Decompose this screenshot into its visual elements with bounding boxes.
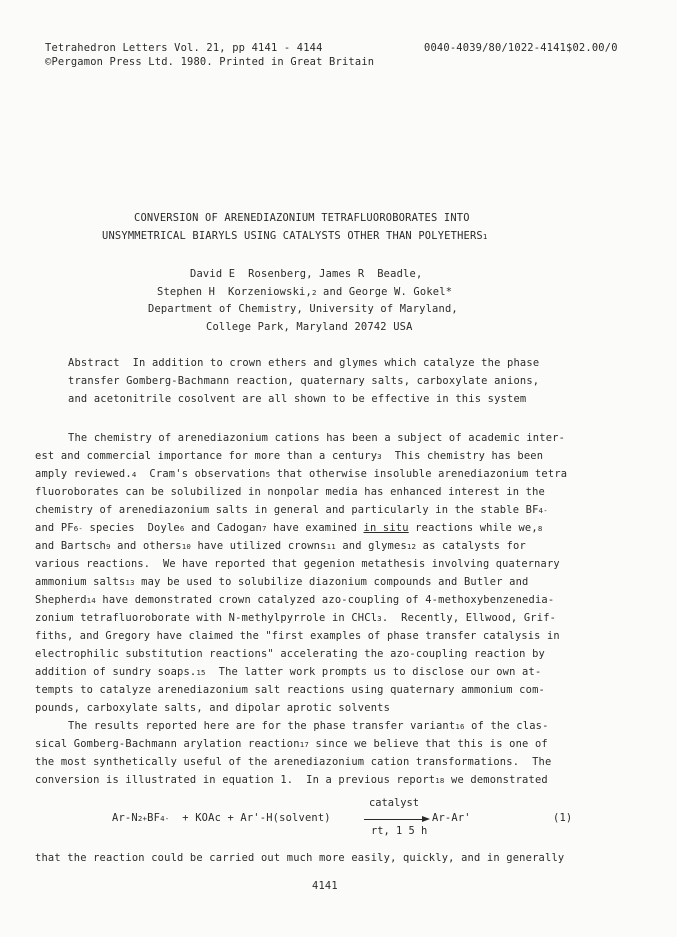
in-situ-underlined: in situ bbox=[363, 522, 409, 534]
equation-conditions: rt, 1 5 h bbox=[371, 825, 428, 837]
text-run: and PF bbox=[35, 522, 74, 534]
text-run: and Cadogan bbox=[184, 522, 263, 534]
journal-citation: Tetrahedron Letters Vol. 21, pp 4141 - 4144 bbox=[45, 42, 323, 54]
text-run: The results reported here are for the phase transfer variant bbox=[68, 720, 456, 732]
author-gokel: and George W. Gokel* bbox=[316, 286, 453, 298]
text-run: BF bbox=[147, 812, 161, 824]
body-line: and Bartsch 9 and others 10 have utilized crowns 11 and glymes 12 as catalysts for bbox=[35, 540, 526, 552]
text-run: conversion is illustrated in equation 1. In a previous report bbox=[35, 774, 436, 786]
body-line: pounds, carboxylate salts, and dipolar aprotic solvents bbox=[35, 702, 391, 714]
text-run: and glymes bbox=[335, 540, 407, 552]
body-line: The chemistry of arenediazonium cations has been a subject of academic inter- bbox=[68, 432, 566, 444]
body-line: The results reported here are for the phase transfer variant 16 of the clas- bbox=[68, 720, 549, 732]
affiliation-line-2: College Park, Maryland 20742 USA bbox=[206, 321, 413, 333]
page-number: 4141 bbox=[312, 880, 338, 892]
text-run: that otherwise insoluble arenediazonium tetra bbox=[270, 468, 568, 480]
body-line: and PF 6 - species Doyle 6 and Cadogan 7 have examined in situ reactions while we, 8 bbox=[35, 522, 543, 534]
abstract-line-3: and acetonitrile cosolvent are all shown to be effective in this system bbox=[68, 393, 527, 405]
text-run: since we believe that this is one of bbox=[309, 738, 548, 750]
authors-line-2: Stephen H Korzeniowski, 2 and George W. Gokel* bbox=[157, 286, 453, 298]
equation-catalyst: catalyst bbox=[369, 797, 420, 809]
text-run: sical Gomberg-Bachmann arylation reaction bbox=[35, 738, 300, 750]
abstract-line-2: transfer Gomberg-Bachmann reaction, quaternary salts, carboxylate anions, bbox=[68, 375, 540, 387]
body-line: chemistry of arenediazonium salts in general and particularly in the stable BF 4 - bbox=[35, 504, 548, 516]
abstract-line-1 bbox=[68, 357, 539, 370]
title-line-2: UNSYMMETRICAL BIARYLS USING CATALYSTS OTHER THAN POLYETHERS 1 bbox=[102, 230, 488, 242]
text-run: have examined bbox=[266, 522, 364, 534]
author-korzeniowski: Stephen H Korzeniowski, bbox=[157, 286, 312, 298]
text-run: addition of sundry soaps. bbox=[35, 666, 197, 678]
text-run: have utilized crowns bbox=[191, 540, 327, 552]
text-run: reactions while we, bbox=[408, 522, 538, 534]
reaction-arrowhead bbox=[422, 816, 430, 822]
body-line: tempts to catalyze arenediazonium salt reactions using quaternary ammonium com- bbox=[35, 684, 545, 696]
text-run: species Doyle bbox=[83, 522, 180, 534]
body-line: amply reviewed. 4 Cram's observation 5 that otherwise insoluble arenediazonium tetra bbox=[35, 468, 568, 480]
text-run: The latter work prompts us to disclose our own at- bbox=[205, 666, 542, 678]
body-line: addition of sundry soaps. 15 The latter work prompts us to disclose our own at- bbox=[35, 666, 542, 678]
equation-lhs: Ar-N 2 + BF 4 - + KOAc + Ar'-H(solvent) bbox=[112, 812, 331, 824]
equation-rhs: Ar-Ar' bbox=[432, 812, 471, 824]
text-run: This chemistry has been bbox=[381, 450, 544, 462]
equation-number: (1) bbox=[553, 812, 573, 824]
title-line-1: CONVERSION OF ARENEDIAZONIUM TETRAFLUOROBORATES INTO bbox=[134, 212, 470, 224]
text-run: zonium tetrafluoroborate with N-methylpyrrole in CHCl bbox=[35, 612, 378, 624]
text-run: may be used to solubilize diazonium compounds and Butler and bbox=[134, 576, 529, 588]
body-line: Shepherd 14 have demonstrated crown catalyzed azo-coupling of 4-methoxybenzenedia- bbox=[35, 594, 555, 606]
text-run: ammonium salts bbox=[35, 576, 126, 588]
body-line: fiths, and Gregory have claimed the "first examples of phase transfer catalysis in bbox=[35, 630, 560, 642]
body-line: est and commercial importance for more than a century 3 This chemistry has been bbox=[35, 450, 544, 462]
affiliation-line-1: Department of Chemistry, University of Maryland, bbox=[148, 303, 458, 315]
title-text: UNSYMMETRICAL BIARYLS USING CATALYSTS OTHER THAN POLYETHERS bbox=[102, 230, 483, 242]
text-run: Shepherd bbox=[35, 594, 87, 606]
text-run: we demonstrated bbox=[444, 774, 548, 786]
text-run: of the clas- bbox=[464, 720, 549, 732]
article-code: 0040-4039/80/1022-4141$02.00/0 bbox=[424, 42, 618, 54]
publisher-line: ©Pergamon Press Ltd. 1980. Printed in Great Britain bbox=[45, 56, 375, 68]
body-line: the most synthetically useful of the arenediazonium cation transformations. The bbox=[35, 756, 552, 768]
text-run: . Recently, Ellwood, Grif- bbox=[381, 612, 557, 624]
abstract-text-1: In addition to crown ethers and glymes which catalyze the phase bbox=[132, 357, 540, 369]
reaction-arrow bbox=[364, 819, 424, 820]
body-line: fluoroborates can be solubilized in nonpolar media has enhanced interest in the bbox=[35, 486, 545, 498]
body-line: conversion is illustrated in equation 1. In a previous report 18 we demonstrated bbox=[35, 774, 548, 786]
text-run: have demonstrated crown catalyzed azo-coupling of 4-methoxybenzenedia- bbox=[95, 594, 555, 606]
text-run: Cram's observation bbox=[136, 468, 266, 480]
authors-line-1: David E Rosenberg, James R Beadle, bbox=[190, 268, 423, 280]
text-run: Ar-N bbox=[112, 812, 138, 824]
abstract-label: Abstract bbox=[68, 357, 120, 369]
body-line: various reactions. We have reported that gegenion metathesis involving quaternary bbox=[35, 558, 560, 570]
body-line: electrophilic substitution reactions" accelerating the azo-coupling reaction by bbox=[35, 648, 545, 660]
text-run: est and commercial importance for more than a century bbox=[35, 450, 378, 462]
text-run: chemistry of arenediazonium salts in general and particularly in the stable BF bbox=[35, 504, 539, 516]
body-line: ammonium salts 13 may be used to solubilize diazonium compounds and Butler and bbox=[35, 576, 529, 588]
text-run: amply reviewed. bbox=[35, 468, 132, 480]
text-run: and others bbox=[110, 540, 182, 552]
text-run: as catalysts for bbox=[416, 540, 526, 552]
body-line: sical Gomberg-Bachmann arylation reaction 17 since we believe that this is one of bbox=[35, 738, 548, 750]
body-line: that the reaction could be carried out much more easily, quickly, and in generally bbox=[35, 852, 565, 864]
text-run: and Bartsch bbox=[35, 540, 107, 552]
body-line: zonium tetrafluoroborate with N-methylpyrrole in CHCl 3 . Recently, Ellwood, Grif- bbox=[35, 612, 557, 624]
text-run: + KOAc + Ar'-H(solvent) bbox=[169, 812, 331, 824]
